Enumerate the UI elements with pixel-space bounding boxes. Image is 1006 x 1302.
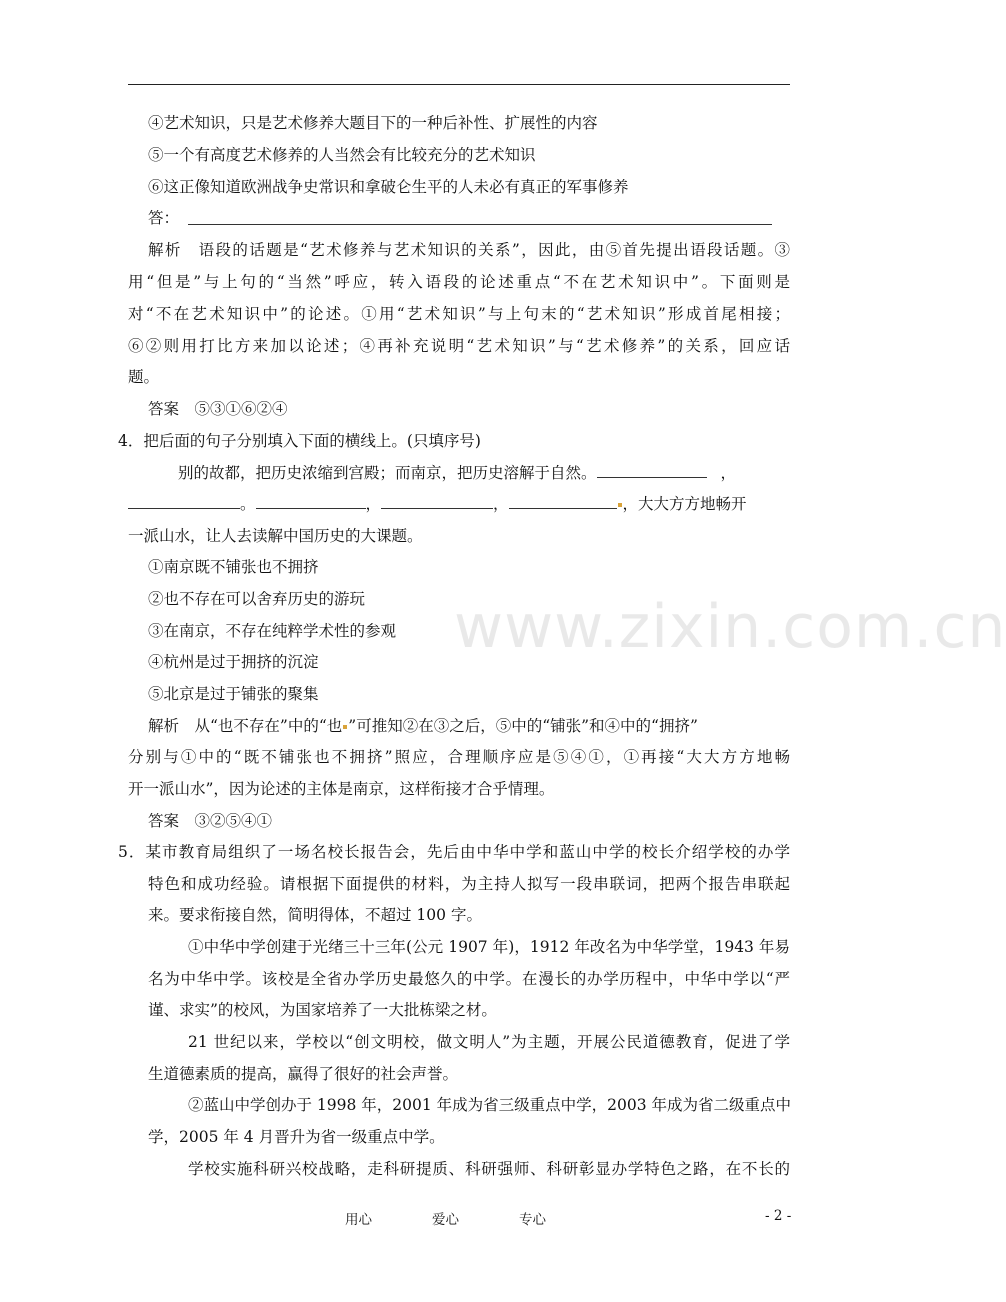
q4-option-1: ①南京既不铺张也不拥挤 (148, 558, 319, 576)
editor-mark (618, 503, 622, 507)
q5-stem-line-1: 5．某市教育局组织了一场名校长报告会，先后由中华中学和蓝山中学的校长介绍学校的办学 (118, 843, 790, 861)
q4-analysis-line-1 (148, 716, 698, 736)
option-5: ⑤一个有高度艺术修养的人当然会有比较充分的艺术知识 (148, 146, 536, 164)
option-6: ⑥这正像知道欧洲战争史常识和拿破仑生平的人未必有真正的军事修养 (148, 178, 629, 196)
q4-analysis-part-b: ”可推知②在③之后，⑤中的“铺张”和④中的“拥挤” (348, 717, 698, 735)
q5-material-2-line-1: ②蓝山中学创办于 1998 年，2001 年成为省三级重点中学，2003 年成为省二级重点中 (188, 1096, 792, 1114)
q4-stem: 4．把后面的句子分别填入下面的横线上。(只填序号) (118, 432, 481, 450)
q5-material-2-line-2: 学，2005 年 4 月晋升为省一级重点中学。 (148, 1128, 445, 1146)
fill-blank-4[interactable] (381, 494, 493, 509)
page-number: - 2 - (765, 1208, 792, 1224)
q3-analysis-line-4: ⑥②则用打比方来加以论述；④再补充说明“艺术知识”与“艺术修养”的关系，回应话 (128, 337, 790, 355)
q5-material-2-p2-line-1: 学校实施科研兴校战略，走科研提质、科研强师、科研彰显办学特色之路，在不长的 (188, 1160, 790, 1178)
q4-option-3: ③在南京，不存在纯粹学术性的参观 (148, 622, 397, 640)
footer-text-1: 用心 (345, 1212, 372, 1228)
answer-label: 答： (148, 209, 180, 227)
comma: ， (720, 464, 737, 482)
fill-blank-1[interactable] (597, 463, 707, 478)
q4-passage-line-3: 一派山水，让人去读解中国历史的大课题。 (128, 527, 423, 545)
q5-material-1-line-3: 谨、求实”的校风，为国家培养了一大批栋梁之材。 (148, 1001, 497, 1019)
fill-blank-5[interactable] (509, 494, 617, 509)
q5-stem-line-2: 特色和成功经验。请根据下面提供的材料，为主持人拟写一段串联词，把两个报告串联起 (148, 875, 790, 893)
fill-blank-2[interactable] (128, 494, 240, 509)
q5-material-1-p2-line-2: 生道德素质的提高，赢得了很好的社会声誉。 (148, 1065, 459, 1083)
footer-text-2: 爱心 (432, 1212, 459, 1228)
q3-analysis-line-5: 题。 (128, 368, 160, 386)
q5-material-1-p2-line-1: 21 世纪以来，学校以“创文明校，做文明人”为主题，开展公民道德教育，促进了学 (188, 1033, 790, 1051)
q3-analysis-line-3: 对“不在艺术知识中”的论述。①用“艺术知识”与上句末的“艺术知识”形成首尾相接； (128, 305, 790, 323)
q4-analysis-line-3: 开一派山水”，因为论述的主体是南京，这样衔接才合乎情理。 (128, 780, 555, 798)
q3-analysis-line-1: 解析 语段的话题是“艺术修养与艺术知识的关系”，因此，由⑤首先提出语段话题。③ (148, 241, 790, 259)
q5-stem-line-3: 来。要求衔接自然，简明得体，不超过 100 字。 (148, 906, 482, 924)
q4-option-2: ②也不存在可以舍弃历史的游玩 (148, 590, 366, 608)
q3-analysis-line-2: 用“但是”与上句的“当然”呼应，转入语段的论述重点“不在艺术知识中”。下面则是 (128, 273, 790, 291)
q5-material-1-line-1: ①中华中学创建于光绪三十三年(公元 1907 年)，1912 年改名为中华学堂，1943 年易 (188, 938, 790, 956)
q4-answer: 答案 ③②⑤④① (148, 812, 273, 830)
q4-passage-line-2 (128, 494, 747, 514)
q4-option-4: ④杭州是过于拥挤的沉淀 (148, 653, 319, 671)
q4-analysis-line-2: 分别与①中的“既不铺张也不拥挤”照应，合理顺序应是⑤④①，①再接“大大方方地畅 (128, 748, 790, 766)
comma: ， (365, 495, 382, 513)
comma: ， (493, 495, 509, 513)
watermark: www.zixin.com.cn (454, 592, 1006, 662)
header-rule (128, 84, 790, 85)
q4-option-5: ⑤北京是过于铺张的聚集 (148, 685, 319, 703)
q4-passage-text: 别的故都，把历史浓缩到宫殿；而南京，把历史溶解于自然。 (178, 464, 597, 482)
option-4: ④艺术知识，只是艺术修养大题目下的一种后补性、扩展性的内容 (148, 114, 598, 132)
editor-mark (343, 725, 347, 729)
q5-material-1-line-2: 名为中华中学。该校是全省办学历史最悠久的中学。在漫长的办学历程中，中华中学以“严 (148, 970, 790, 988)
q3-answer: 答案 ⑤③①⑥②④ (148, 400, 288, 418)
q4-passage-tail: ，大大方方地畅开 (622, 495, 747, 513)
q4-analysis-part-a: 解析 从“也不存在”中的“也 (148, 717, 343, 735)
fill-blank-3[interactable] (256, 494, 366, 509)
answer-prompt (148, 208, 179, 228)
answer-blank-line (188, 210, 772, 225)
q4-passage-line-1 (178, 463, 736, 483)
footer-text-3: 专心 (519, 1212, 546, 1228)
period: 。 (240, 495, 256, 513)
